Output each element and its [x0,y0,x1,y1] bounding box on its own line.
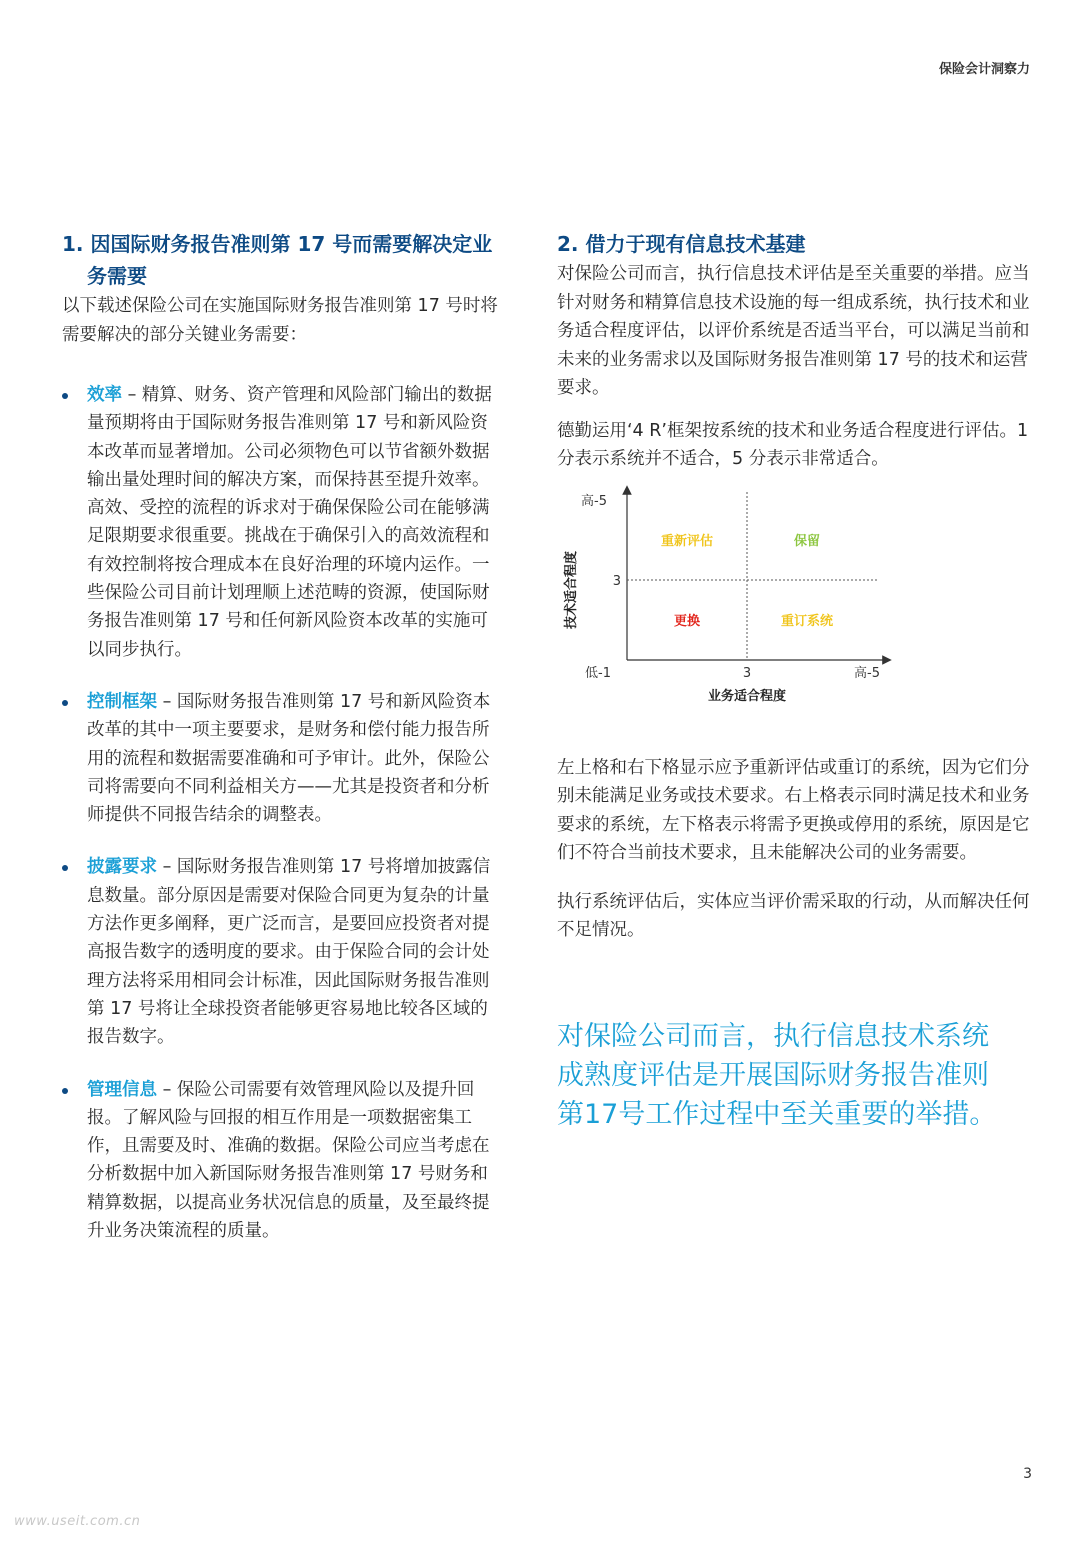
section-2-para-2: 德勤运用‘4 R’框架按系统的技术和业务适合程度进行评估。1 分表示系统并不适合，5 分表示非常适合。 [557,420,1029,469]
pull-quote: 对保险公司而言，执行信息技术系统成熟度评估是开展国际财务报告准则第17号工作过程中至关重要的举措。 [557,1020,997,1130]
term-control-framework: 控制框架 [87,691,157,712]
x-tick-max: 高-5 [854,665,880,681]
list-item-management-info [62,1076,502,1246]
quadrant-label-replace: 更换 [673,613,701,629]
quadrant-label-redesign: 重订系统 [780,613,834,629]
section-2-para-3: 左上格和右下格显示应予重新评估或重订的系统，因为它们分别未能满足业务或技术要求。右上格表示同时满足技术和业务要求的系统，左下格表示将需予更换或停用的系统，原因是它们不符合当前技术要求，且未能解决公司的业务需要。 [557,757,1030,863]
bullet-dot-icon [62,865,68,871]
list-item-efficiency [62,381,502,664]
quadrant-chart [557,482,1037,716]
origin-tick: 低-1 [585,665,611,681]
bullet-dot-icon [62,393,68,399]
section-2-para-4: 执行系统评估后，实体应当评价需采取的行动，从而解决任何不足情况。 [557,891,1030,940]
text-control-framework: – 国际财务报告准则第 17 号和新风险资本改革的其中一项主要要求，是财务和偿付能力报告所用的流程和数据需要准确和可予审计。此外，保险公司将需要向不同利益相关方——尤其是投资者和分析师提供不同报告结余的调整表。 [87,691,491,826]
y-axis-label: 技术适合程度 [564,550,579,629]
x-axis-label: 业务适合程度 [707,688,787,704]
quadrant-label-retain: 保留 [793,533,821,549]
bullet-dot-icon [62,1088,68,1094]
section-1-heading: 1. 因国际财务报告准则第 17 号而需要解决定业务需要 [62,232,493,288]
y-tick-max: 高-5 [581,493,607,509]
section-2-heading: 2. 借力于现有信息技术基建 [557,232,806,256]
list-item-control-framework [62,688,502,829]
quadrant-chart-svg [557,482,897,712]
term-management-info: 管理信息 [87,1079,157,1100]
right-column [557,228,1037,1134]
quadrant-label-reassess: 重新评估 [660,533,714,549]
business-needs-list [62,381,502,1245]
text-disclosure: – 国际财务报告准则第 17 号将增加披露信息数量。部分原因是需要对保险合同更为复杂的计量方法作更多阐释，更广泛而言，是要回应投资者对提高报告数字的透明度的要求。由于保险合同的会计处理方法将采用相同会计标准，因此国际财务报告准则第 17 号将让全球投资者能够更容易地比较各区域的报告数字。 [87,857,491,1048]
text-management-info: – 保险公司需要有效管理风险以及提升回报。了解风险与回报的相互作用是一项数据密集工作，且需要及时、准确的数据。保险公司应当考虑在分析数据中加入新国际财务报告准则第 17 号财务和精算数据，以提高业务状况信息的质量，及至最终提升业务决策流程的质量。 [87,1079,490,1242]
term-disclosure: 披露要求 [87,857,157,878]
section-1-intro: 以下载述保险公司在实施国际财务报告准则第 17 号时将需要解决的部分关键业务需要： [62,296,498,345]
watermark: www.useit.com.cn [14,1514,141,1529]
section-2-para-1: 对保险公司而言，执行信息技术评估是至关重要的举措。应当针对财务和精算信息技术设施的每一组成系统，执行技术和业务适合程度评估，以评价系统是否适当平台，可以满足当前和未来的业务需求以及国际财务报告准则第 17 号的技术和运营要求。 [557,264,1030,398]
bullet-dot-icon [62,700,68,706]
header-title: 保险会计洞察力 [938,62,1030,77]
y-tick-mid: 3 [612,573,621,589]
term-efficiency: 效率 [87,385,122,405]
page-number: 3 [1023,1466,1032,1482]
x-tick-mid: 3 [742,665,752,681]
left-column [62,228,502,1269]
list-item-disclosure [62,853,502,1051]
text-efficiency: – 精算、财务、资产管理和风险部门输出的数据量预期将由于国际财务报告准则第 17 号和新风险资本改革而显著增加。公司必须物色可以节省额外数据输出量处理时间的解决方案，而保持甚至提升效率。高效、受控的流程的诉求对于确保保险公司在能够满足限期要求很重要。挑战在于确保引入的高效流程和有效控制将按合理成本在良好治理的环境内运作。一些保险公司目前计划理顺上述范畴的资源，使国际财务报告准则第 17 号和任何新风险资本改革的实施可以同步执行。 [87,385,492,660]
